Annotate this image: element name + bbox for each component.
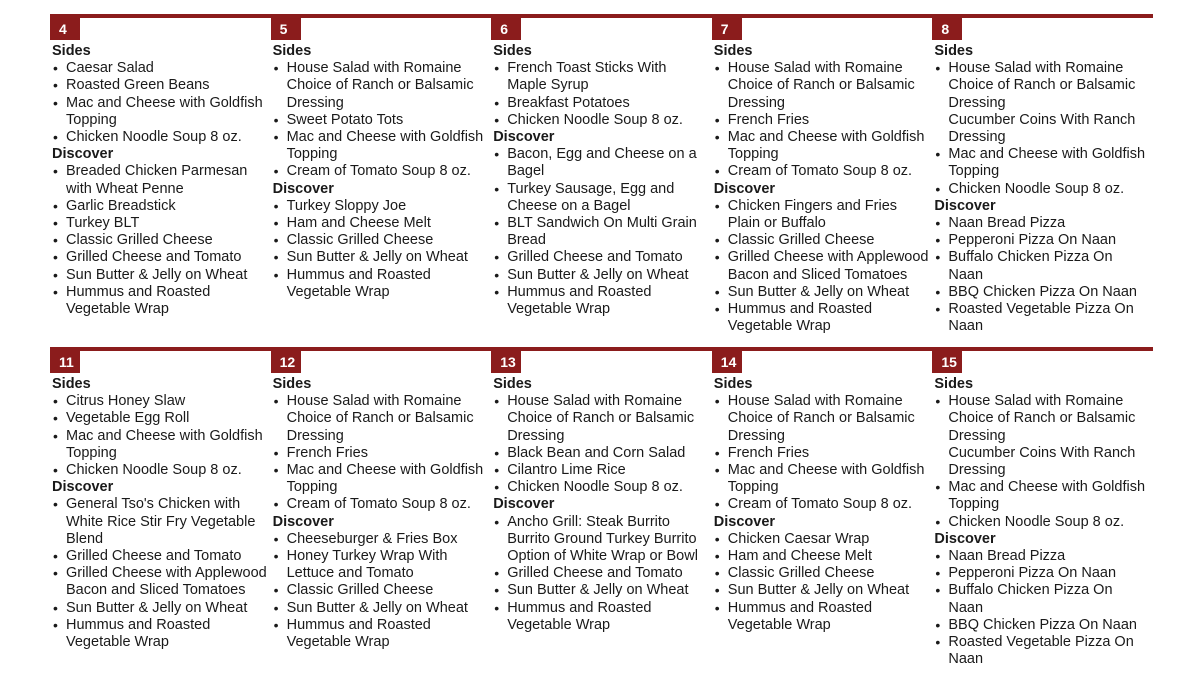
menu-item: • Mac and Cheese with Goldfish Topping — [934, 479, 1153, 513]
day-number-badge: 4 — [50, 18, 80, 40]
day-column — [712, 18, 933, 335]
menu-item: • Bacon, Egg and Cheese on a Bagel — [493, 146, 712, 180]
day-column — [491, 18, 712, 335]
discover-heading: Discover — [934, 197, 996, 214]
sides-list — [934, 393, 1153, 531]
discover-list — [273, 531, 492, 651]
menu-item: • Classic Grilled Cheese — [714, 565, 933, 582]
discover-heading: Discover — [272, 180, 334, 197]
menu-item: • Sun Butter & Jelly on Wheat — [493, 582, 712, 599]
sides-heading: Sides — [713, 43, 753, 59]
week-row-2 — [50, 347, 1153, 668]
menu-item: • Mac and Cheese with Goldfish Topping — [273, 462, 492, 496]
menu-item: • Mac and Cheese with Goldfish Topping — [273, 129, 492, 163]
sides-list — [934, 60, 1153, 198]
discover-list — [273, 198, 492, 301]
sides-heading: Sides — [934, 376, 974, 392]
menu-item-continuation: Cucumber Coins With Ranch Dressing — [948, 111, 1136, 146]
day-column — [932, 351, 1153, 668]
menu-item: • House Salad with Romaine Choice of Ranch or Balsamic Dressing — [714, 60, 933, 112]
discover-list — [52, 496, 271, 651]
menu-item: • Pepperoni Pizza On Naan — [934, 232, 1153, 249]
menu-item: • Chicken Noodle Soup 8 oz. — [52, 462, 271, 479]
menu-item: • Grilled Cheese with Applewood Bacon and Sliced Tomatoes — [714, 249, 933, 283]
menu-item: • Pepperoni Pizza On Naan — [934, 565, 1153, 582]
menu-item: • Classic Grilled Cheese — [52, 232, 271, 249]
menu-item: • Chicken Caesar Wrap — [714, 531, 933, 548]
discover-heading: Discover — [493, 496, 555, 513]
discover-list — [934, 215, 1153, 335]
menu-item: • General Tso's Chicken with White Rice Stir Fry Vegetable Blend — [52, 496, 271, 548]
menu-item: • Grilled Cheese and Tomato — [52, 548, 271, 565]
menu-item: • Classic Grilled Cheese — [273, 582, 492, 599]
menu-item: • Caesar Salad — [52, 60, 271, 77]
menu-item: • Breakfast Potatoes — [493, 95, 712, 112]
menu-item: • Garlic Breadstick — [52, 198, 271, 215]
menu-item: • French Fries — [714, 445, 933, 462]
week-row-1 — [50, 14, 1153, 335]
discover-heading: Discover — [272, 513, 334, 530]
sides-list — [52, 60, 271, 146]
menu-item: • Cilantro Lime Rice — [493, 462, 712, 479]
menu-item: • Mac and Cheese with Goldfish Topping — [934, 146, 1153, 180]
day-column — [712, 351, 933, 668]
discover-list — [493, 146, 712, 318]
menu-item: • Roasted Green Beans — [52, 77, 271, 94]
menu-item: • House Salad with Romaine Choice of Ranch or Balsamic Dressing — [714, 393, 933, 445]
day-column — [932, 18, 1153, 335]
menu-item: • Chicken Noodle Soup 8 oz. — [493, 112, 712, 129]
day-number-badge: 12 — [271, 351, 301, 373]
menu-item: • BLT Sandwich On Multi Grain Bread — [493, 215, 712, 249]
day-column — [271, 351, 492, 668]
menu-item: • Buffalo Chicken Pizza On Naan — [934, 582, 1153, 616]
sides-list — [52, 393, 271, 479]
sides-heading: Sides — [52, 43, 91, 59]
menu-item: • Hummus and Roasted Vegetable Wrap — [493, 600, 712, 634]
discover-list — [714, 531, 933, 634]
menu-item: • House Salad with Romaine Choice of Ranch or Balsamic Dressing — [493, 393, 712, 445]
sides-heading: Sides — [272, 43, 312, 59]
day-number-badge: 8 — [932, 18, 962, 40]
menu-item: • Buffalo Chicken Pizza On Naan — [934, 249, 1153, 283]
discover-heading: Discover — [713, 180, 776, 197]
day-column — [50, 18, 271, 335]
discover-list — [52, 163, 271, 318]
menu-item: • French Toast Sticks With Maple Syrup — [493, 60, 712, 94]
discover-list — [493, 514, 712, 634]
menu-item: • Sun Butter & Jelly on Wheat — [714, 582, 933, 599]
discover-heading: Discover — [493, 129, 555, 146]
sides-heading: Sides — [52, 376, 91, 392]
menu-item: • Mac and Cheese with Goldfish Topping — [52, 95, 271, 129]
menu-item: • Roasted Vegetable Pizza On Naan — [934, 634, 1153, 668]
menu-item: • Hummus and Roasted Vegetable Wrap — [273, 267, 492, 301]
menu-item: • Chicken Noodle Soup 8 oz. — [52, 129, 271, 146]
menu-item: • House Salad with Romaine Choice of Ranch or Balsamic Dressing Cucumber Coins With Ranch Dressing — [934, 60, 1153, 146]
day-column — [491, 351, 712, 668]
day-number-badge: 11 — [50, 351, 80, 373]
menu-item: • Vegetable Egg Roll — [52, 410, 271, 427]
menu-item: • Classic Grilled Cheese — [273, 232, 492, 249]
week-days — [50, 18, 1153, 335]
menu-item: • Ancho Grill: Steak Burrito Burrito Ground Turkey Burrito Option of White Wrap or Bowl — [493, 514, 712, 566]
menu-item: • Hummus and Roasted Vegetable Wrap — [714, 301, 933, 335]
menu-item: • Honey Turkey Wrap With Lettuce and Tomato — [273, 548, 492, 582]
discover-heading: Discover — [52, 146, 114, 163]
menu-item: • Cream of Tomato Soup 8 oz. — [714, 496, 933, 513]
menu-item: • Sun Butter & Jelly on Wheat — [273, 600, 492, 617]
menu-item: • Cream of Tomato Soup 8 oz. — [273, 496, 492, 513]
menu-item: • Sun Butter & Jelly on Wheat — [273, 249, 492, 266]
menu-item: • French Fries — [273, 445, 492, 462]
menu-item: • Cream of Tomato Soup 8 oz. — [714, 163, 933, 180]
menu-item: • Mac and Cheese with Goldfish Topping — [714, 129, 933, 163]
menu-item: • BBQ Chicken Pizza On Naan — [934, 284, 1153, 301]
menu-item: • Naan Bread Pizza — [934, 548, 1153, 565]
menu-item: • Hummus and Roasted Vegetable Wrap — [714, 600, 933, 634]
menu-item: • Sun Butter & Jelly on Wheat — [493, 267, 712, 284]
day-number-badge: 7 — [712, 18, 742, 40]
week-days — [50, 351, 1153, 668]
sides-heading: Sides — [934, 43, 974, 59]
menu-item: • Hummus and Roasted Vegetable Wrap — [273, 617, 492, 651]
menu-item: • Grilled Cheese and Tomato — [493, 249, 712, 266]
sides-list — [273, 60, 492, 180]
menu-item: • Sun Butter & Jelly on Wheat — [52, 600, 271, 617]
menu-item: • Grilled Cheese and Tomato — [493, 565, 712, 582]
menu-item: • Breaded Chicken Parmesan with Wheat Penne — [52, 163, 271, 197]
discover-heading: Discover — [52, 479, 114, 496]
menu-item: • Citrus Honey Slaw — [52, 393, 271, 410]
day-number-badge: 6 — [491, 18, 521, 40]
discover-list — [934, 548, 1153, 668]
menu-item: • BBQ Chicken Pizza On Naan — [934, 617, 1153, 634]
menu-item: • Ham and Cheese Melt — [714, 548, 933, 565]
discover-heading: Discover — [934, 530, 996, 547]
menu-item: • Sweet Potato Tots — [273, 112, 492, 129]
sides-heading: Sides — [272, 376, 312, 392]
menu-item-continuation: Cucumber Coins With Ranch Dressing — [948, 444, 1136, 479]
menu-item: • Naan Bread Pizza — [934, 215, 1153, 232]
menu-item: • Hummus and Roasted Vegetable Wrap — [493, 284, 712, 318]
menu-item: • Chicken Noodle Soup 8 oz. — [493, 479, 712, 496]
menu-item: • Chicken Noodle Soup 8 oz. — [934, 181, 1153, 198]
day-column — [50, 351, 271, 668]
sides-list — [714, 393, 933, 513]
menu-item: • Mac and Cheese with Goldfish Topping — [52, 428, 271, 462]
menu-item: • Cream of Tomato Soup 8 oz. — [273, 163, 492, 180]
menu-item: • Grilled Cheese with Applewood Bacon and Sliced Tomatoes — [52, 565, 271, 599]
sides-list — [493, 60, 712, 129]
menu-item: • Chicken Noodle Soup 8 oz. — [934, 514, 1153, 531]
day-column — [271, 18, 492, 335]
day-number-badge: 14 — [712, 351, 742, 373]
menu-item: • House Salad with Romaine Choice of Ranch or Balsamic Dressing — [273, 393, 492, 445]
menu-item: • Mac and Cheese with Goldfish Topping — [714, 462, 933, 496]
menu-item: • Turkey Sausage, Egg and Cheese on a Bagel — [493, 181, 712, 215]
menu-item: • French Fries — [714, 112, 933, 129]
sides-heading: Sides — [493, 43, 532, 59]
menu-item: • Sun Butter & Jelly on Wheat — [714, 284, 933, 301]
day-number-badge: 13 — [491, 351, 521, 373]
menu-item: • House Salad with Romaine Choice of Ranch or Balsamic Dressing Cucumber Coins With Ranch Dressing — [934, 393, 1153, 479]
menu-item: • Classic Grilled Cheese — [714, 232, 933, 249]
menu-item: • House Salad with Romaine Choice of Ranch or Balsamic Dressing — [273, 60, 492, 112]
day-number-badge: 15 — [932, 351, 962, 373]
menu-item: • Sun Butter & Jelly on Wheat — [52, 267, 271, 284]
menu-item: • Black Bean and Corn Salad — [493, 445, 712, 462]
sides-list — [273, 393, 492, 513]
menu-item: • Roasted Vegetable Pizza On Naan — [934, 301, 1153, 335]
menu-item: • Ham and Cheese Melt — [273, 215, 492, 232]
sides-list — [714, 60, 933, 180]
sides-heading: Sides — [713, 376, 753, 392]
menu-item: • Hummus and Roasted Vegetable Wrap — [52, 617, 271, 651]
menu-item: • Hummus and Roasted Vegetable Wrap — [52, 284, 271, 318]
day-number-badge: 5 — [271, 18, 301, 40]
menu-item: • Turkey Sloppy Joe — [273, 198, 492, 215]
menu-item: • Cheeseburger & Fries Box — [273, 531, 492, 548]
menu-item: • Turkey BLT — [52, 215, 271, 232]
discover-heading: Discover — [713, 513, 776, 530]
discover-list — [714, 198, 933, 336]
sides-heading: Sides — [493, 376, 532, 392]
menu-item: • Chicken Fingers and Fries Plain or Buffalo — [714, 198, 933, 232]
sides-list — [493, 393, 712, 496]
menu-item: • Grilled Cheese and Tomato — [52, 249, 271, 266]
